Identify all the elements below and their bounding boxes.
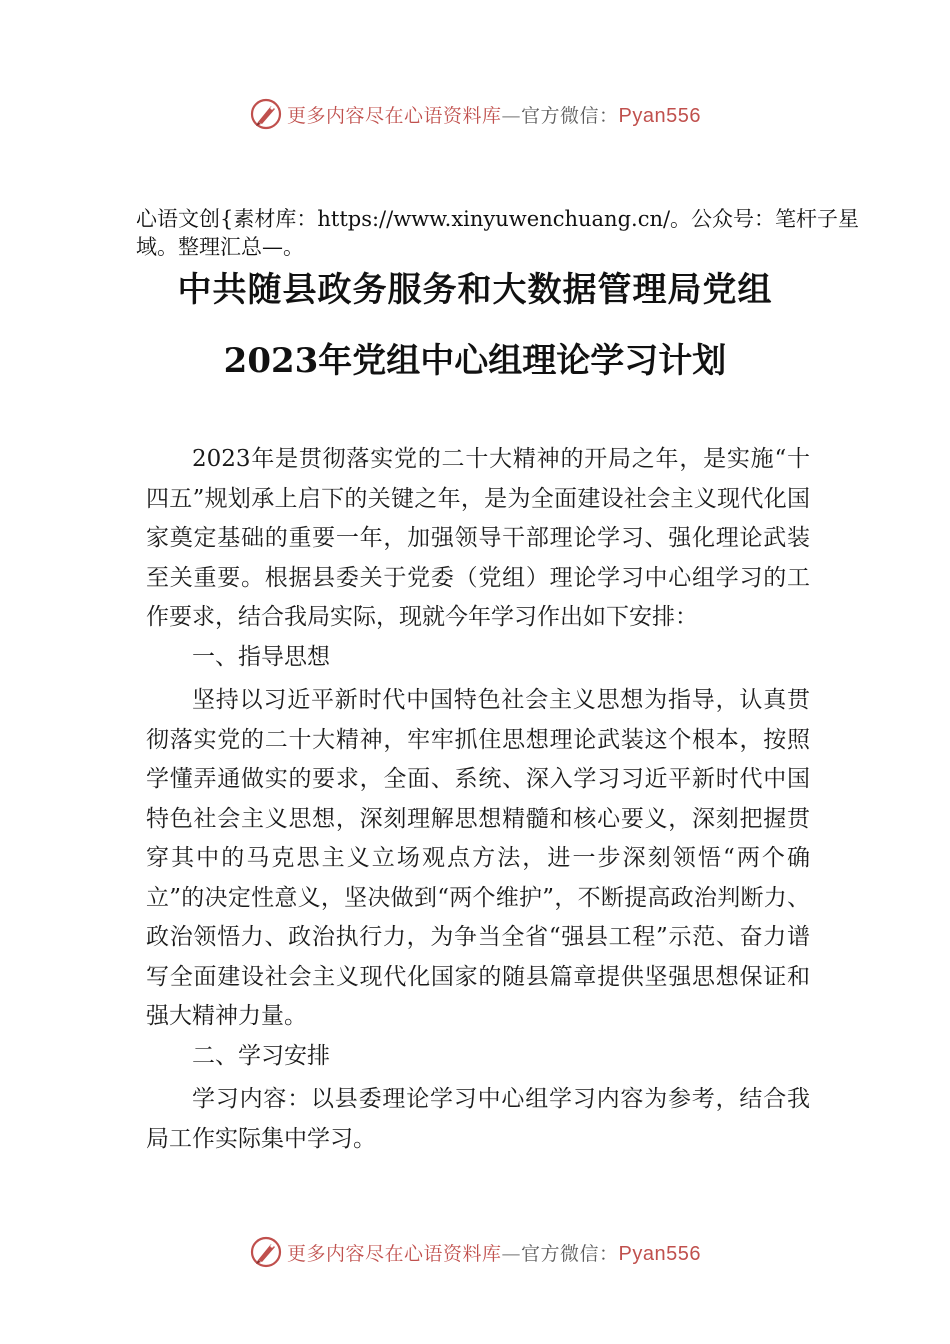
banner-promo-text: 更多内容尽在心语资料库 [287, 104, 502, 127]
banner-wechat-label: 官方微信： [521, 104, 619, 127]
banner-separator: — [501, 104, 522, 127]
banner-promo-text: 更多内容尽在心语资料库 [287, 1242, 502, 1265]
body-paragraph-guiding-thought: 坚持以习近平新时代中国特色社会主义思想为指导，认真贯彻落实党的二十大精神，牢牢抓住思想理论武装这个根本，按照学懂弄通做实的要求，全面、系统、深入学习习近平新时代中国特色社会主义思想，深刻理解思想精髓和核心要义，深刻把握贯穿其中的马克思主义立场观点方法，进一步深刻领悟“两个确立”的决定性意义，坚决做到“两个维护”，不断提高政治判断力、政治领悟力、政治执行力，为争当全省“强县工程”示范、奋力谱写全面建设社会主义现代化国家的随县篇章提供坚强思想保证和强大精神力量。 [146, 687, 810, 1029]
banner-wechat-label: 官方微信： [521, 1242, 619, 1265]
pen-nib-logo-icon [249, 1235, 283, 1269]
banner-text [287, 101, 701, 128]
source-note: 心语文创{素材库：https://www.xinyuwenchuang.cn/。公众号：笔杆子星域。整理汇总—。 [136, 207, 860, 259]
footer-banner [0, 1232, 950, 1272]
document-title-line2: 2023年党组中心组理论学习计划 [223, 341, 727, 381]
section-heading-guiding-thought: 一、指导思想 [192, 643, 330, 670]
banner-text [287, 1239, 701, 1266]
document-title-line1: 中共随县政务服务和大数据管理局党组 [177, 270, 773, 310]
document-body [146, 440, 810, 1159]
banner-separator: — [501, 1242, 522, 1265]
body-paragraph-intro: 2023年是贯彻落实党的二十大精神的开局之年，是实施“十四五”规划承上启下的关键之年，是为全面建设社会主义现代化国家奠定基础的重要一年，加强领导干部理论学习、强化理论武装至关重要。根据县委关于党委（党组）理论学习中心组学习的工作要求，结合我局实际，现就今年学习作出如下安排： [146, 446, 810, 630]
body-paragraph-study-content: 学习内容：以县委理论学习中心组学习内容为参考，结合我局工作实际集中学习。 [146, 1086, 810, 1152]
header-banner [0, 94, 950, 134]
pen-nib-logo-icon [249, 97, 283, 131]
section-heading-study-arrangement: 二、学习安排 [192, 1042, 330, 1069]
banner-wechat-id: Pyan556 [618, 104, 701, 127]
banner-wechat-id: Pyan556 [618, 1242, 701, 1265]
